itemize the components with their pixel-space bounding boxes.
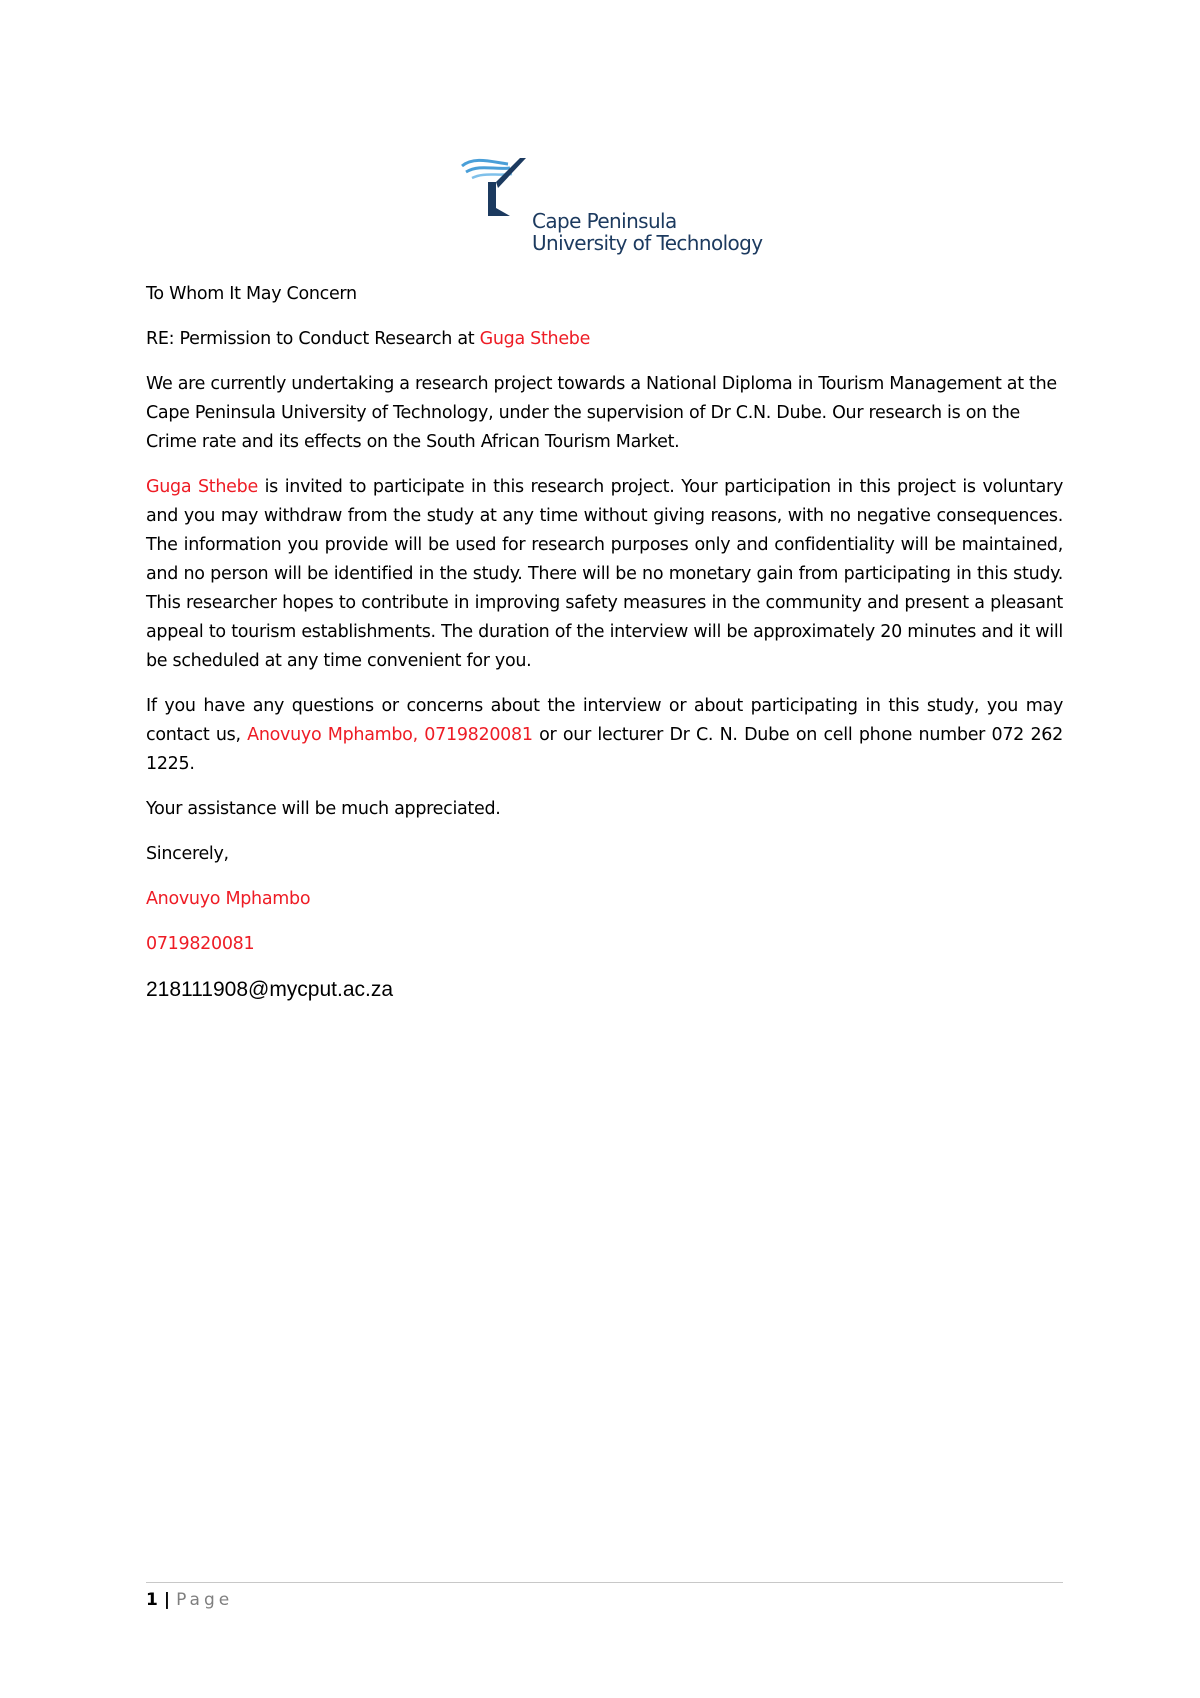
participation-text: is invited to participate in this research project. Your participation in this project is voluntary and you may withdraw from the study at any time without giving reasons, with no negative consequences. The information you provide will be used for research purposes only and confidentiality will be maintained, and no person will be identified in the study. There will be no monetary gain from participating in this study. This researcher hopes to contribute in improving safety measures in the community and present a pleasant appeal to tourism establishments. The duration of the interview will be approximately 20 minutes and it will be scheduled at any time convenient for you.: [146, 477, 1063, 671]
page-separator: |: [163, 1590, 171, 1610]
page-footer: [146, 1590, 233, 1610]
subject-line: [146, 325, 1063, 354]
closing: Sincerely,: [146, 844, 229, 864]
logo-text-line2: University of Technology: [532, 231, 763, 255]
page-label: Page: [176, 1590, 234, 1610]
participant-organization: Guga Sthebe: [146, 477, 258, 497]
cput-logo: [460, 158, 763, 262]
subject-organization: Guga Sthebe: [479, 329, 591, 349]
paragraph-contact: [146, 692, 1063, 779]
letter-body: [146, 280, 1063, 1020]
contact-text-end: or our lecturer Dr C. N. Dube on cell phone number 072 262 1225.: [146, 725, 1063, 774]
contact-researcher: Anovuyo Mphambo, 0719820081: [247, 725, 533, 745]
paragraph-appreciation: Your assistance will be much appreciated.: [146, 799, 501, 819]
cput-emblem-icon: [460, 158, 532, 220]
signer-phone: 0719820081: [146, 934, 255, 954]
footer-divider: [146, 1582, 1063, 1583]
logo-text-line1: Cape Peninsula: [532, 209, 677, 233]
paragraph-intro: We are currently undertaking a research project towards a National Diploma in Tourism Management at the Cape Peninsula University of Technology, under the supervision of Dr C.N. Dube. Our research is on the Crime rate and its effects on the South African Tourism Market.: [146, 374, 1057, 452]
contact-text-start: If you have any questions or concerns about the interview or about participating in this study, you may contact us,: [146, 696, 1063, 745]
subject-prefix: RE: Permission to Conduct Research at: [146, 329, 480, 349]
page-number: 1: [146, 1590, 158, 1610]
paragraph-participation: [146, 473, 1063, 676]
signer-name: Anovuyo Mphambo: [146, 889, 311, 909]
salutation: To Whom It May Concern: [146, 284, 357, 304]
signer-email: 218111908@mycput.ac.za: [146, 978, 394, 1001]
